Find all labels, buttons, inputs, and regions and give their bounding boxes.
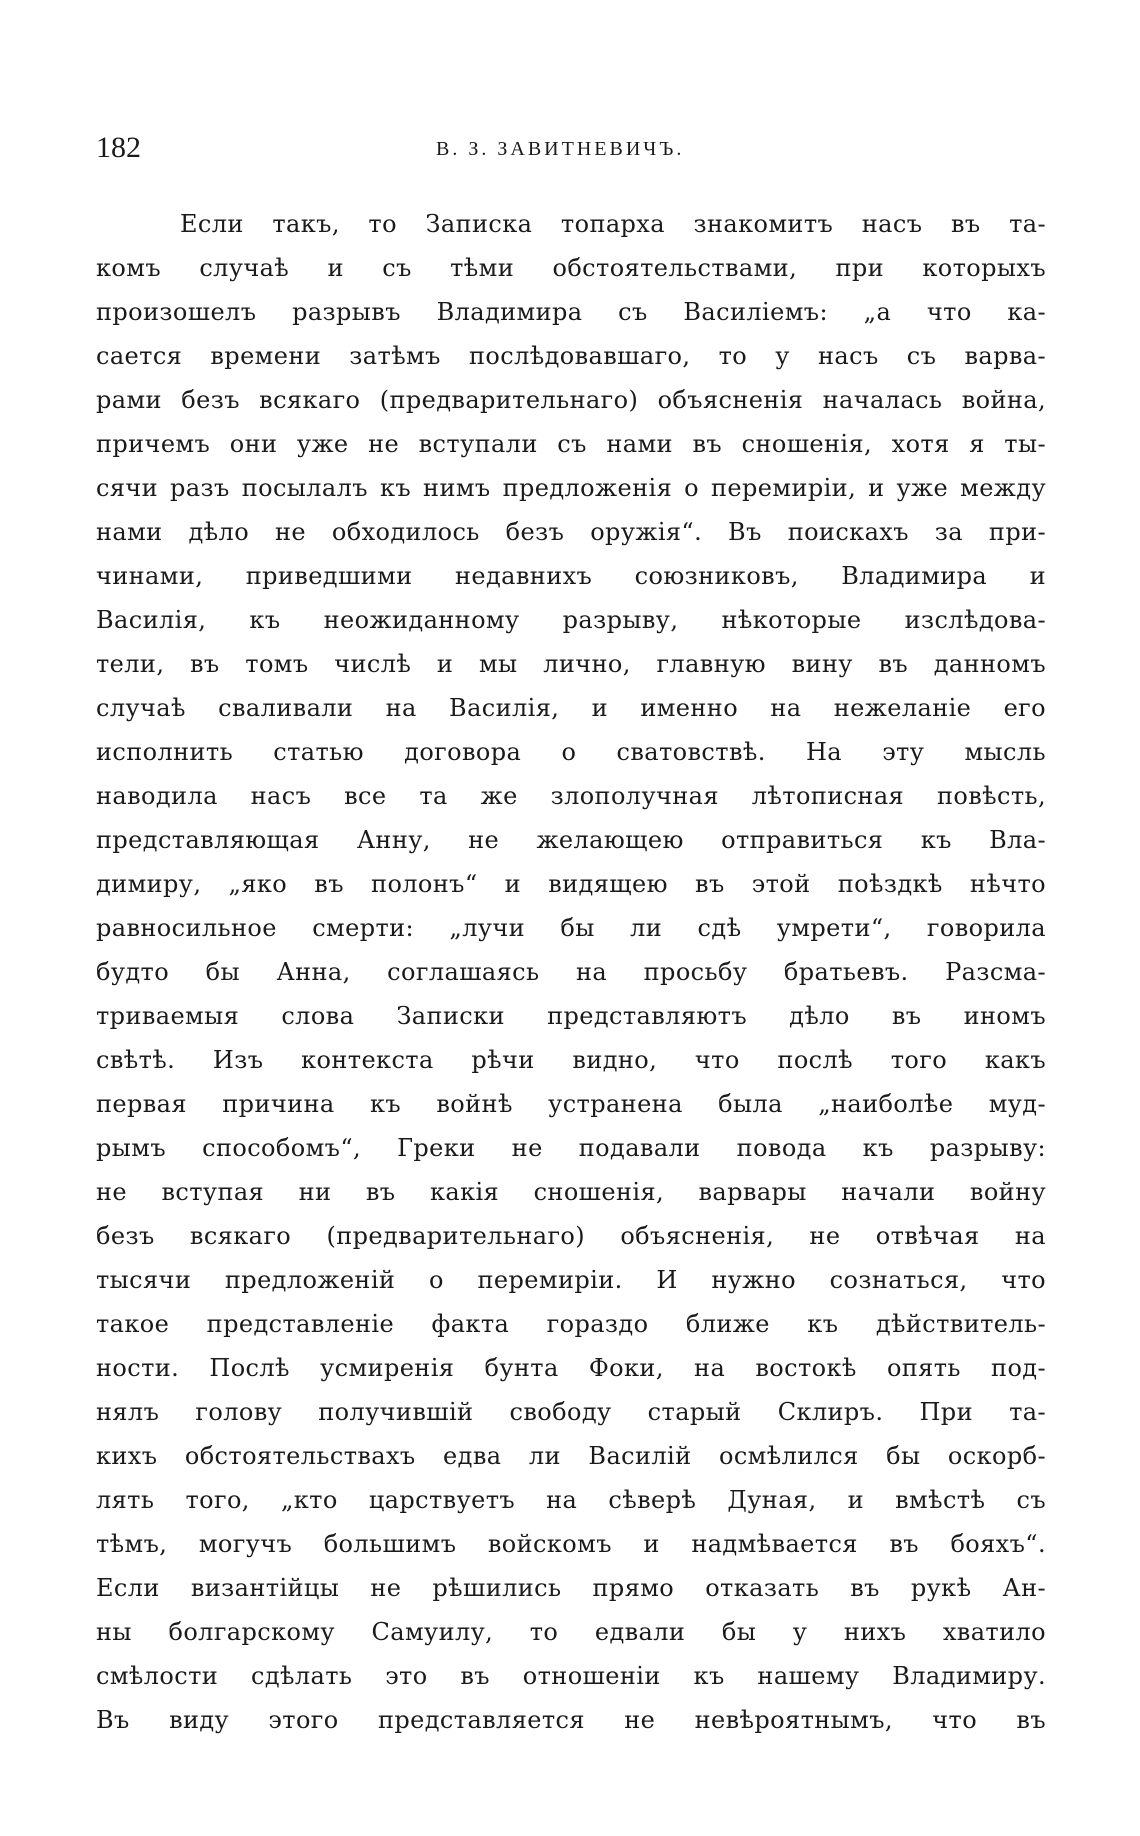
text-line: чинами, приведшими недавнихъ союзниковъ, Владимира и: [96, 562, 1046, 590]
text-line: свѣтѣ. Изъ контекста рѣчи видно, что послѣ того какъ: [96, 1046, 1046, 1074]
text-line: тысячи предложеній о перемиріи. И нужно сознаться, что: [96, 1266, 1046, 1294]
text-line: произошелъ разрывъ Владимира съ Василіемъ: „а что ка-: [96, 298, 1046, 326]
text-line: сается времени затѣмъ послѣдовавшаго, то у насъ съ варва-: [96, 342, 1046, 370]
text-line: причемъ они уже не вступали съ нами въ сношенія, хотя я ты-: [96, 430, 1046, 458]
text-line: представляющая Анну, не желающею отправиться къ Вла-: [96, 826, 1046, 854]
text-line: лять того, „кто царствуетъ на сѣверѣ Дуная, и вмѣстѣ съ: [96, 1486, 1046, 1514]
text-line: безъ всякаго (предварительнаго) объясненія, не отвѣчая на: [96, 1222, 1046, 1250]
text-line: комъ случаѣ и съ тѣми обстоятельствами, при которыхъ: [96, 254, 1046, 282]
text-line: рами безъ всякаго (предварительнаго) объясненія началась война,: [96, 386, 1046, 414]
text-line: нялъ голову получившій свободу старый Склиръ. При та-: [96, 1398, 1046, 1426]
page-number: 182: [96, 131, 141, 164]
text-line: такое представленіе факта гораздо ближе къ дѣйствитель-: [96, 1310, 1046, 1338]
text-line: тѣмъ, могучъ большимъ войскомъ и надмѣвается въ бояхъ“.: [96, 1530, 1046, 1558]
text-line: равносильное смерти: „лучи бы ли сдѣ умрети“, говорила: [96, 914, 1046, 942]
text-line: кихъ обстоятельствахъ едва ли Василій осмѣлился бы оскорб-: [96, 1442, 1046, 1470]
text-line: димиру, „яко въ полонъ“ и видящею въ этой поѣздкѣ нѣчто: [96, 870, 1046, 898]
text-line: исполнить статью договора о сватовствѣ. На эту мысль: [96, 738, 1046, 766]
text-line: будто бы Анна, соглашаясь на просьбу братьевъ. Разсма-: [96, 958, 1046, 986]
text-line: Если византійцы не рѣшились прямо отказать въ рукѣ Ан-: [96, 1574, 1046, 1602]
text-line: ности. Послѣ усмиренія бунта Фоки, на востокѣ опять под-: [96, 1354, 1046, 1382]
text-line: рымъ способомъ“, Греки не подавали повода къ разрыву:: [96, 1134, 1046, 1162]
running-head-title: В. З. ЗАВИТНЕВИЧЪ.: [436, 138, 685, 160]
text-line: Въ виду этого представляется не невѣроятнымъ, что въ: [96, 1706, 1046, 1734]
text-line: не вступая ни въ какія сношенія, варвары начали войну: [96, 1178, 1046, 1206]
text-line: нами дѣло не обходилось безъ оружія“. Въ поискахъ за при-: [96, 518, 1046, 546]
text-line: случаѣ сваливали на Василія, и именно на нежеланіе его: [96, 694, 1046, 722]
text-line: наводила насъ все та же злополучная лѣтописная повѣсть,: [96, 782, 1046, 810]
text-line: сячи разъ посылалъ къ нимъ предложенія о перемиріи, и уже между: [96, 474, 1046, 502]
body-text: [96, 202, 1046, 1742]
text-line: триваемыя слова Записки представляютъ дѣло въ иномъ: [96, 1002, 1046, 1030]
text-line: тели, въ томъ числѣ и мы лично, главную вину въ данномъ: [96, 650, 1046, 678]
running-head: [96, 128, 1056, 168]
text-line: ны болгарскому Самуилу, то едвали бы у нихъ хватило: [96, 1618, 1046, 1646]
text-line: Если такъ, то Записка топарха знакомитъ насъ въ та-: [180, 210, 1046, 238]
text-line: Василія, къ неожиданному разрыву, нѣкоторые изслѣдова-: [96, 606, 1046, 634]
text-line: первая причина къ войнѣ устранена была „наиболѣе муд-: [96, 1090, 1046, 1118]
text-line: смѣлости сдѣлать это въ отношеніи къ нашему Владимиру.: [96, 1662, 1046, 1690]
